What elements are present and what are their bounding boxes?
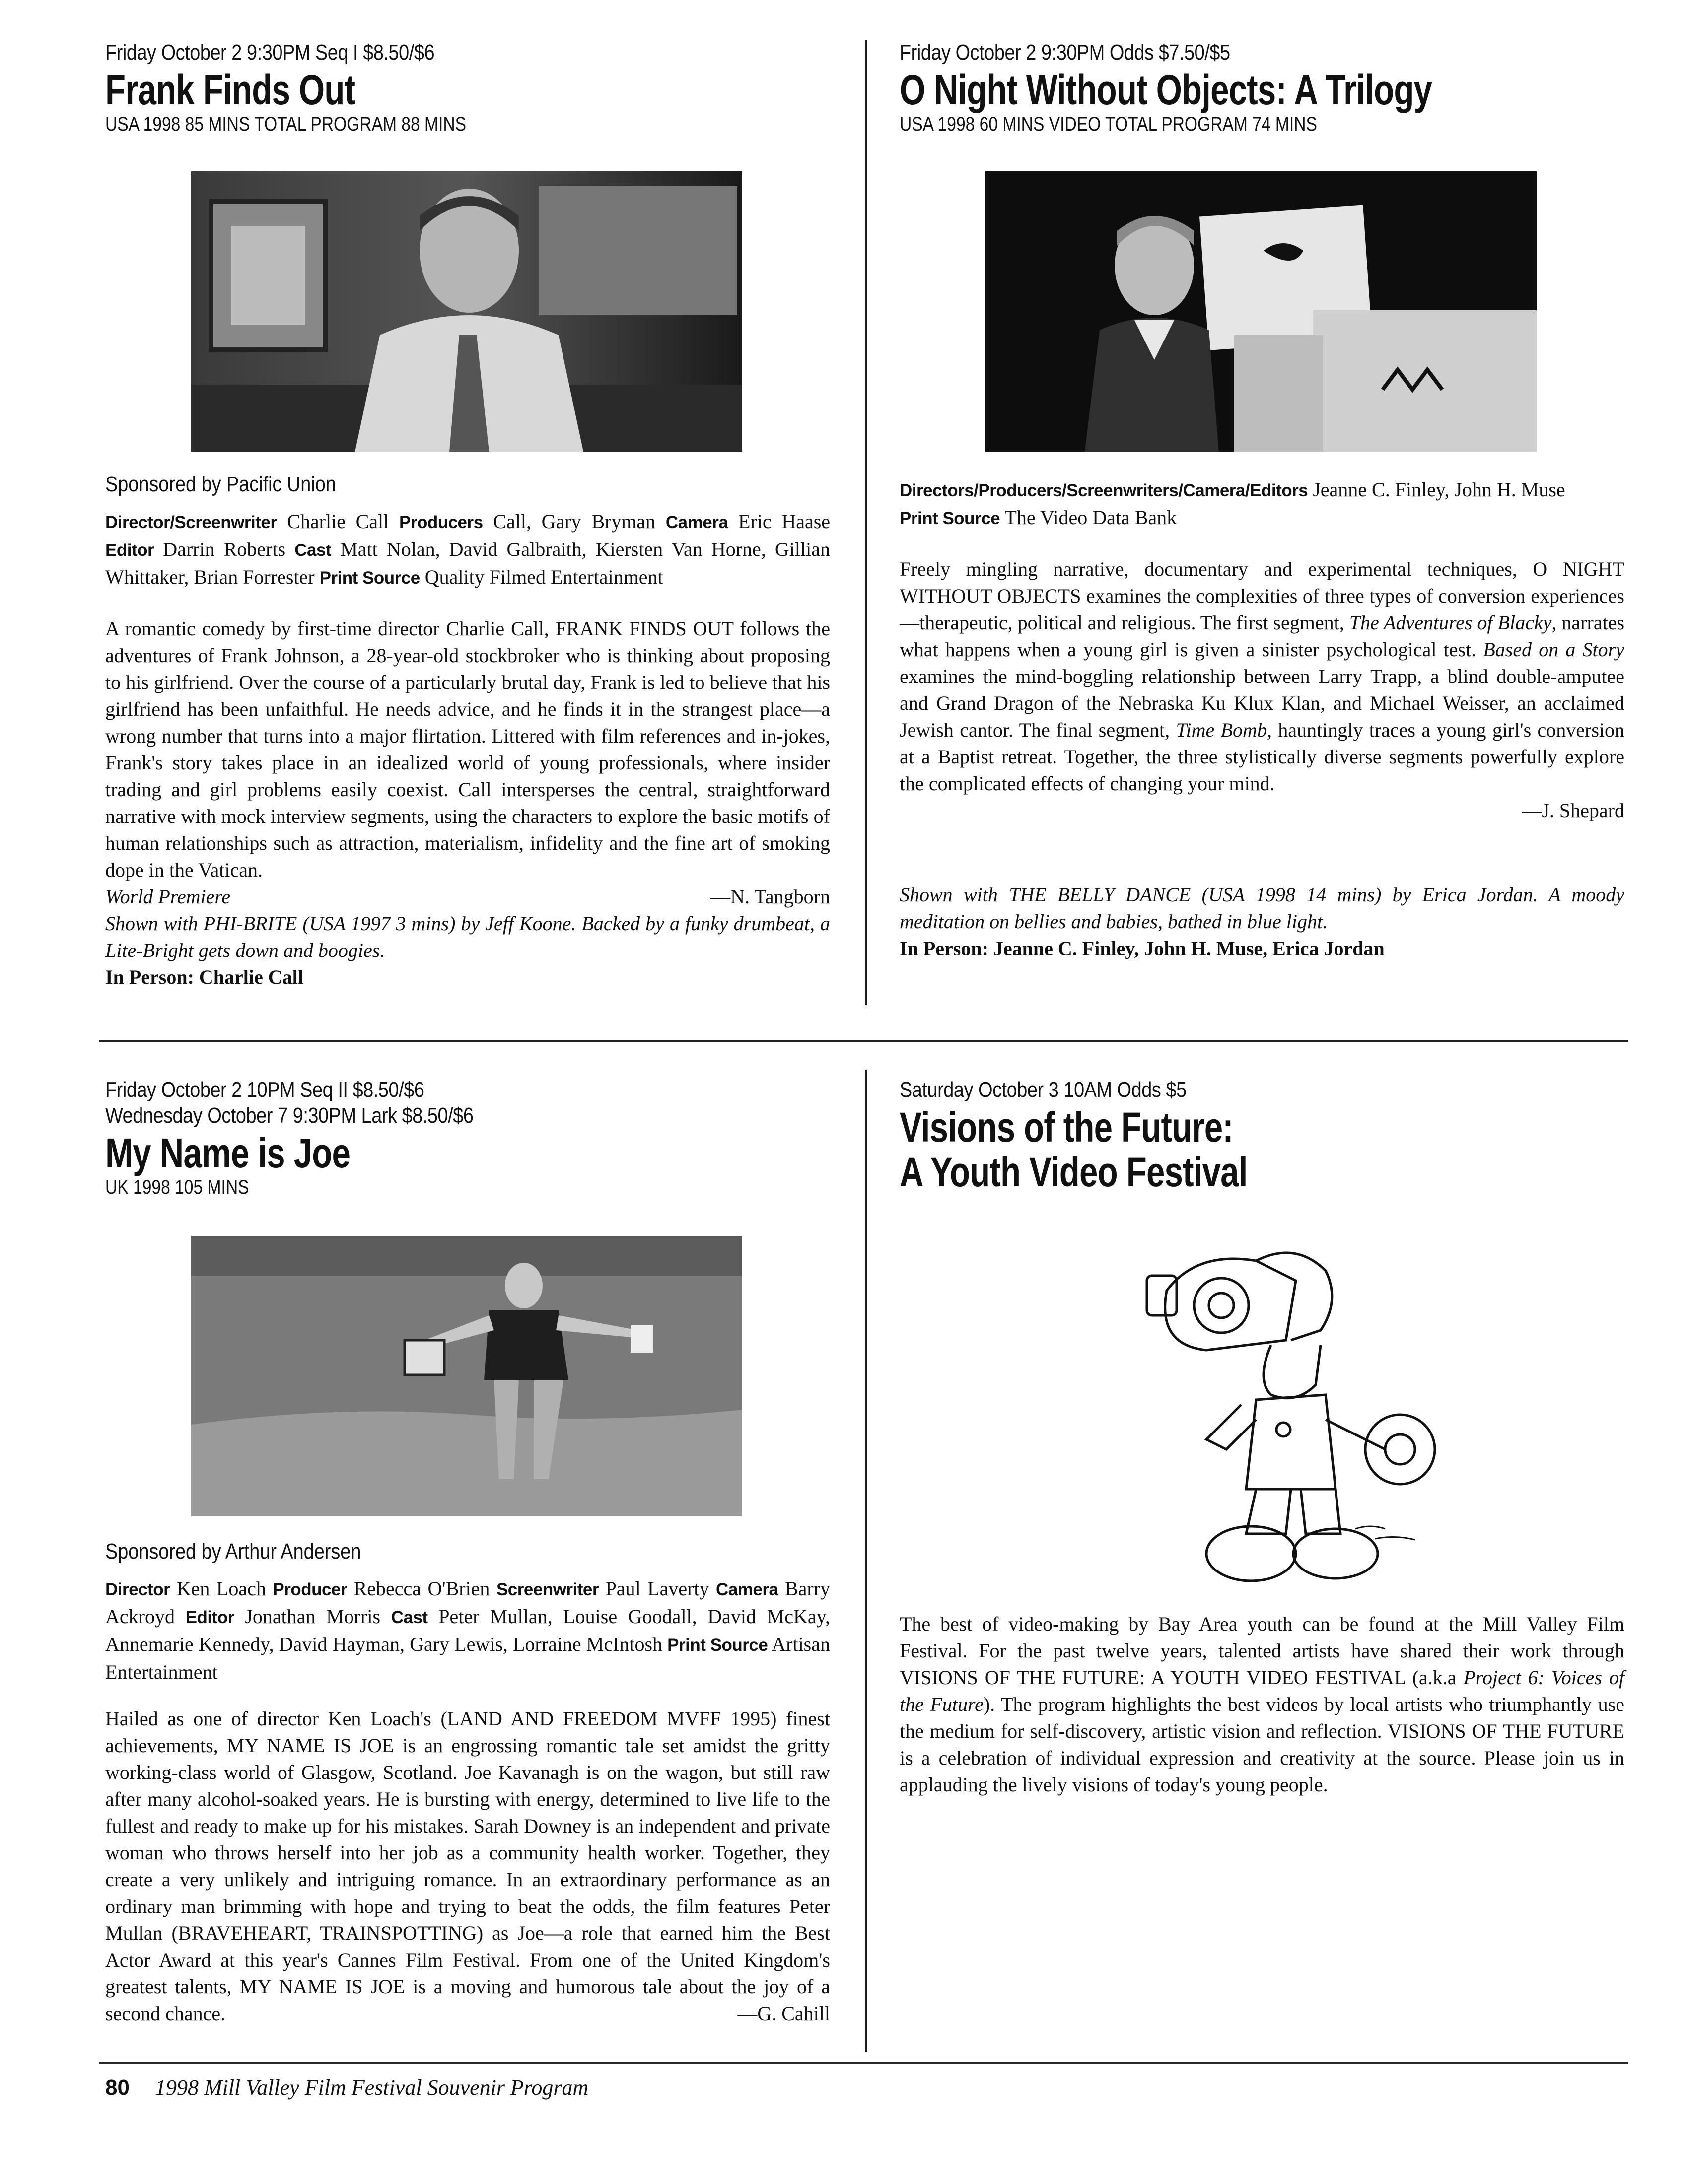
- credit-role: Print Source: [900, 509, 1000, 528]
- credit-role: Editor: [105, 541, 154, 560]
- credits: [105, 1575, 830, 1686]
- program-alias: Project 6: Voices of the Future: [900, 1666, 1624, 1715]
- film-title: O Night Without Objects: A Trilogy: [900, 67, 1432, 113]
- credit-names: Jonathan Morris: [245, 1605, 381, 1628]
- credits: [105, 508, 830, 592]
- credit-role: Producers: [399, 513, 483, 532]
- program-visions-of-the-future: [900, 1077, 1624, 1194]
- credit-role: Director/Screenwriter: [105, 513, 277, 532]
- desc-text: Freely mingling narrative, documentary and experimental techniques, O NIGHT WITHOUT OBJECTS examines the complexities of three types of conversion experiences—therapeutic, political and religious. The first segment,: [900, 558, 1624, 634]
- segment-title: Time Bomb: [1176, 719, 1267, 741]
- credit-role: Print Source: [667, 1636, 768, 1655]
- schedule-line: Friday October 2 10PM Seq II $8.50/$6: [105, 1078, 424, 1102]
- film-frank-finds-out-body: [105, 472, 830, 991]
- review-attribution: —J. Shepard: [1522, 799, 1624, 821]
- youth-video-cartoon-illustration: [1107, 1231, 1475, 1593]
- desc-text: examines the mind-boggling relationship between Larry Trapp, a blind double-amputee and Grand Dragon of the Nebraska Ku Klux Klan, and Michael Weisser, an acclaimed Jewish cantor. The final segment,: [900, 665, 1624, 741]
- premiere-label: World Premiere: [105, 886, 231, 908]
- premiere-attribution-row: [105, 884, 830, 910]
- desc-text: ). The program highlights the best videos by local artists who triumphantly use the medium for self-discovery, artistic vision and reflection. VISIONS OF THE FUTURE is a celebration of individual expression and creativity at the source. Please join us in applauding the lively visions of today's young people.: [900, 1693, 1625, 1796]
- schedule-line: Saturday October 3 10AM Odds $5: [900, 1078, 1187, 1102]
- credit-names: Artisan Entertainment: [105, 1633, 831, 1683]
- film-meta: UK 1998 105 MINS: [105, 1176, 249, 1198]
- column-divider: [865, 1070, 867, 2052]
- schedule-line: Friday October 2 9:30PM Seq I $8.50/$6: [105, 40, 435, 65]
- frank-finds-out-still: [191, 171, 742, 452]
- program-description: [900, 1611, 1624, 1798]
- film-title: Frank Finds Out: [105, 67, 355, 113]
- credit-role: Cast: [294, 541, 332, 560]
- credit-role: Camera: [665, 513, 728, 532]
- sponsor-line: Sponsored by Pacific Union: [105, 472, 336, 496]
- schedule-line: Friday October 2 9:30PM Odds $7.50/$5: [900, 40, 1230, 65]
- page-number: 80: [105, 2075, 130, 2100]
- film-description: [900, 556, 1624, 797]
- in-person: In Person: Jeanne C. Finley, John H. Muse, Erica Jordan: [900, 937, 1385, 959]
- shown-with: Shown with THE BELLY DANCE (USA 1998 14 mins) by Erica Jordan. A moody meditation on bellies and babies, bathed in blue light.: [900, 884, 1624, 933]
- credit-role: Camera: [716, 1580, 778, 1599]
- sponsor-line: Sponsored by Arthur Andersen: [105, 1539, 361, 1564]
- in-person: In Person: Charlie Call: [105, 966, 303, 988]
- credit-names: Ken Loach: [176, 1577, 266, 1600]
- shown-with: Shown with PHI-BRITE (USA 1997 3 mins) by Jeff Koone. Backed by a funky drumbeat, a Lite-Bright gets down and boogies.: [105, 912, 830, 961]
- credit-names: Rebecca O'Brien: [353, 1577, 490, 1600]
- review-attribution: —G. Cahill: [737, 2002, 830, 2025]
- segment-title: Based on a Story: [1483, 638, 1624, 661]
- section-divider: [99, 1040, 1628, 1042]
- footer-rule: [99, 2062, 1628, 2064]
- desc-text: The best of video-making by Bay Area youth can be found at the Mill Valley Film Festival. For the past twelve years, talented artists have shared their work through VISIONS OF THE FUTURE: A YOUTH VIDEO FESTIVAL (a.k.a: [900, 1613, 1624, 1689]
- film-meta: USA 1998 85 MINS TOTAL PROGRAM 88 MINS: [105, 113, 467, 135]
- credit-role: Editor: [185, 1608, 234, 1627]
- credit-names: Eric Haase: [738, 510, 831, 533]
- film-meta: USA 1998 60 MINS VIDEO TOTAL PROGRAM 74 MINS: [900, 113, 1317, 135]
- film-description: Hailed as one of director Ken Loach's (LAND AND FREEDOM MVFF 1995) finest achievements, MY NAME IS JOE is an engrossing romantic tale set amidst the gritty working-class world of Glasgow, Scotland. Joe Kavanagh is on the wagon, but still raw after many alcohol-soaked years. He is bursting with energy, determined to live life to the fullest and ready to make up for his mistakes. Sarah Downey is an independent and private woman who throws herself into her job as a community health worker. Together, they create a very unlikely and intriguing romance. In an extraordinary performance as an ordinary man brimming with hope and trying to beat the odds, the film features Peter Mullan (BRAVEHEART, TRAINSPOTTING) as Joe—a role that earned him the Best Actor Award at this year's Cannes Film Festival. From one of the United Kingdom's greatest talents, MY NAME IS JOE is a moving and humorous tale about the joy of a second chance.: [105, 1707, 830, 2025]
- film-title: My Name is Joe: [105, 1130, 351, 1176]
- credit-names: Jeanne C. Finley, John H. Muse: [1313, 478, 1565, 501]
- credit-names: Matt Nolan, David Galbraith, Kiersten Van Horne, Gillian Whittaker, Brian Forrester: [105, 538, 830, 588]
- desc-text: , narrates what happens when a young girl is given a sinister psychological test.: [900, 612, 1625, 661]
- segment-title: The Adventures of Blacky: [1349, 612, 1552, 634]
- program-title: Visions of the Future:: [900, 1104, 1233, 1151]
- schedule-line: Wednesday October 7 9:30PM Lark $8.50/$6: [105, 1103, 474, 1128]
- film-o-night-without-objects: [900, 40, 1624, 136]
- credit-names: Quality Filmed Entertainment: [424, 566, 663, 588]
- desc-text: , hauntingly traces a young girl's conversion at a Baptist retreat. Together, the three stylistically diverse segments powerfully explore the complicated effects of changing your mind.: [900, 719, 1625, 795]
- credit-names: Darrin Roberts: [163, 538, 286, 560]
- column-divider: [865, 40, 867, 1005]
- credit-role: Cast: [391, 1608, 428, 1627]
- program-title: A Youth Video Festival: [900, 1149, 1248, 1195]
- page-footer: [105, 2075, 588, 2100]
- credit-names: The Video Data Bank: [1004, 506, 1177, 529]
- film-description: A romantic comedy by first-time director Charlie Call, FRANK FINDS OUT follows the adventures of Frank Johnson, a 28-year-old stockbroker who is thinking about proposing to his girlfriend. Over the course of a particularly brutal day, Frank is led to believe that his girlfriend has been unfaithful. He needs advice, and he finds it in the strangest place—a wrong number that turns into a major flirtation. Littered with film references and in-jokes, Frank's story takes place in an idealized world of young professionals, where insider trading and girl problems easily coexist. Call intersperses the central, straightforward narrative with mock interview segments, using the characters to explore the basic motifs of human relationships such as attraction, materialism, infidelity and the fine art of smoking dope in the Vatican.: [105, 617, 830, 881]
- credits: [900, 477, 1624, 532]
- credit-names: Paul Laverty: [605, 1577, 709, 1600]
- film-o-night-body: [900, 477, 1624, 962]
- credit-role: Producer: [273, 1580, 347, 1599]
- program-visions-body: [900, 1611, 1624, 1798]
- film-my-name-is-joe-body: [105, 1539, 830, 2027]
- o-night-without-objects-still: [985, 171, 1537, 452]
- credit-names: Peter Mullan, Louise Goodall, David McKay, Annemarie Kennedy, David Hayman, Gary Lewis, Lorraine McIntosh: [105, 1605, 831, 1655]
- review-attribution: —N. Tangborn: [710, 886, 830, 908]
- credit-names: Charlie Call: [287, 510, 389, 533]
- film-frank-finds-out: [105, 40, 830, 136]
- credit-role: Directors/Producers/Screenwriters/Camera/Editors: [900, 481, 1308, 500]
- my-name-is-joe-still: [191, 1236, 742, 1516]
- publication-title: 1998 Mill Valley Film Festival Souvenir Program: [154, 2075, 589, 2100]
- credit-names: Call, Gary Bryman: [493, 510, 656, 533]
- film-my-name-is-joe: [105, 1077, 830, 1199]
- credit-role: Print Source: [319, 568, 420, 588]
- credit-role: Screenwriter: [496, 1580, 599, 1599]
- credit-role: Director: [105, 1580, 170, 1599]
- credit-names: Barry Ackroyd: [105, 1577, 831, 1628]
